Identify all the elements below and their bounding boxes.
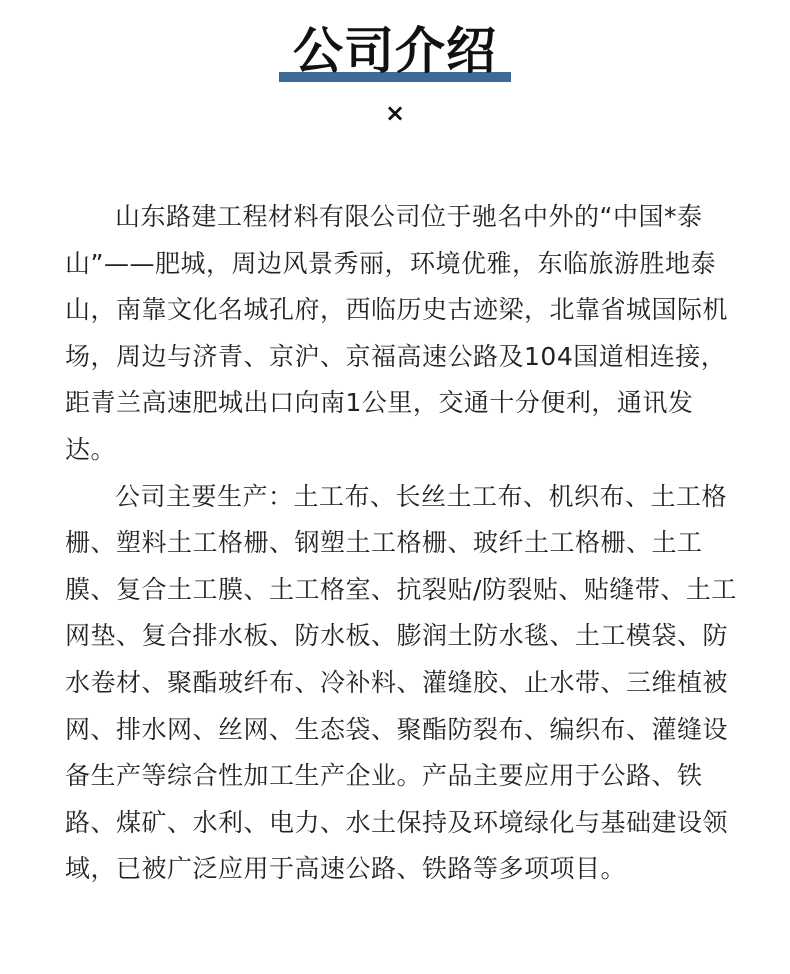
title-section [0, 20, 790, 82]
intro-paragraph-location: 山东路建工程材料有限公司位于驰名中外的“中国*泰山”——肥城，周边风景秀丽，环境优雅，东临旅游胜地泰山，南靠文化名城孔府，西临历史古迹梁，北靠省城国际机场，周边与济青、京沪、京福高速公路及104国道相连接，距青兰高速肥城出口向南1公里，交通十分便利，通讯发达。 [65, 202, 729, 464]
page-title [279, 20, 511, 82]
page-title-text: 公司介绍 [293, 22, 497, 80]
close-icon[interactable]: × [384, 99, 406, 127]
intro-paragraph-products: 公司主要生产：土工布、长丝土工布、机织布、土工格栅、塑料土工格栅、钢塑土工格栅、玻纤土工格栅、土工膜、复合土工膜、土工格室、抗裂贴/防裂贴、贴缝带、土工网垫、复合排水板、防水板、膨润土防水毯、土工模袋、防水卷材、聚酯玻纤布、冷补料、灌缝胶、止水带、三维植被网、排水网、丝网、生态袋、聚酯防裂布、编织布、灌缝设备生产等综合性加工生产企业。产品主要应用于公路、铁路、煤矿、水利、电力、水土保持及环境绿化与基础建设领域，已被广泛应用于高速公路、铁路等多项项目。 [65, 481, 737, 884]
company-intro-article [65, 194, 740, 893]
